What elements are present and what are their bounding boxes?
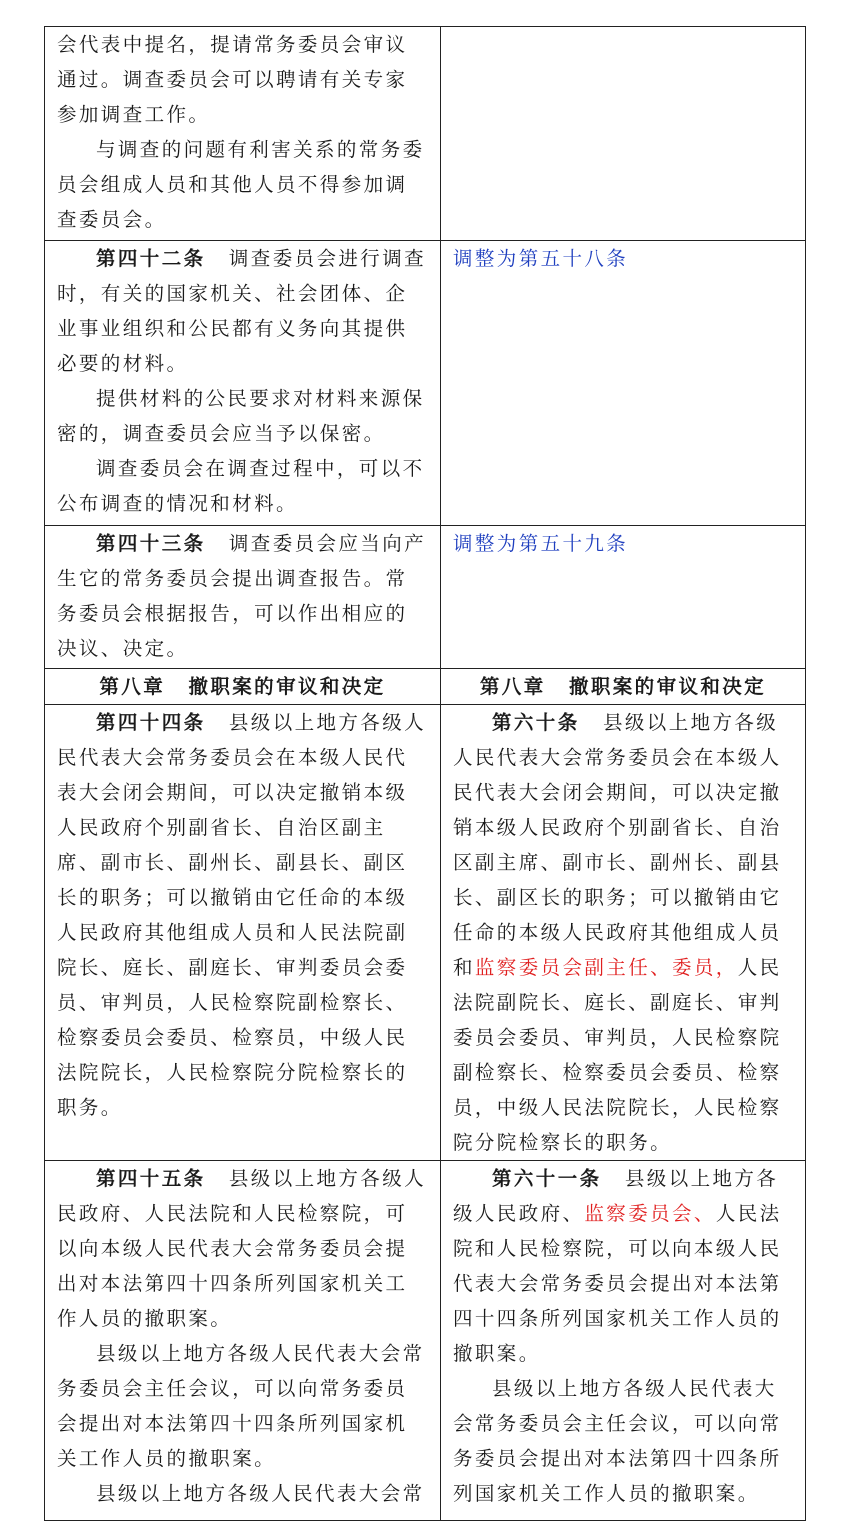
chapter-title: 撤职案的审议和决定: [568, 675, 767, 698]
revised-text-cell: [441, 27, 806, 241]
revised-text-cell: [441, 241, 806, 526]
article-paragraph: [453, 705, 793, 1160]
original-chapter-cell: [45, 669, 441, 705]
article-number: 第四十四条: [96, 711, 206, 734]
article-number: 第四十二条: [96, 247, 206, 270]
paragraph: 县级以上地方各级人民代表大会常务委员会主任会议，可以向常务委员会提出对本法第四十四条所列国家机关工作人员的撤职案。: [57, 1342, 425, 1470]
original-text-cell: [45, 705, 441, 1161]
chapter-heading-row: [45, 669, 806, 705]
article-text: 县级以上地方各级人民政府、人民法院和人民检察院，可以向本级人民代表大会常务委员会提出对本法第四十四条所列国家机关工作人员的撤职案。: [57, 1167, 427, 1330]
chapter-number: 第八章: [479, 675, 546, 698]
table-row: [45, 526, 806, 669]
comparison-table-page: [44, 26, 805, 1521]
adjustment-note: 调整为第五十八条: [453, 247, 629, 270]
article-number: 第六十一条: [492, 1167, 602, 1190]
table-row: [45, 241, 806, 526]
chapter-heading: [57, 669, 428, 704]
table-row: [45, 27, 806, 241]
table-row: [45, 705, 806, 1161]
article-text: 县级以上地方各级人民代表大会常务委员会在本级人民代表大会闭会期间，可以决定撤销本级人民政府个别副省长、自治区副主席、副市长、副州长、副县长、副区长的职务；可以撤销由它任命的本级人民政府其他组成人员和: [453, 711, 782, 979]
article-text: 县级以上地方各级人民政府、: [453, 1167, 779, 1225]
revised-text-cell: [441, 705, 806, 1161]
article-paragraph: [57, 241, 428, 381]
revised-chapter-cell: [441, 669, 806, 705]
revised-text-cell: [441, 1161, 806, 1521]
paragraph: 会代表中提名，提请常务委员会审议通过。调查委员会可以聘请有关专家参加调查工作。: [57, 33, 408, 126]
article-text: 调查委员会应当向产生它的常务委员会提出调查报告。常务委员会根据报告，可以作出相应的决议、决定。: [57, 532, 427, 660]
article-text: 人民法院和人民检察院，可以向本级人民代表大会常务委员会提出对本法第四十四条所列国家机关工作人员的撤职案。: [453, 1202, 782, 1365]
chapter-number: 第八章: [99, 675, 166, 698]
article-paragraph: [57, 1161, 428, 1336]
added-text-highlight: 监察委员会、: [584, 1202, 716, 1225]
article-text: 县级以上地方各级人民代表大会常务委员会在本级人民代表大会闭会期间，可以决定撤销本级人民政府个别副省长、自治区副主席、副市长、副州长、副县长、副区长的职务；可以撤销由它任命的本级人民政府其他组成人员和人民法院副院长、庭长、副庭长、审判委员会委员、审判员，人民检察院副检察长、检察委员会委员、检察员，中级人民法院院长，人民检察院分院检察长的职务。: [57, 711, 427, 1119]
chapter-heading: [453, 669, 793, 704]
paragraph: 县级以上地方各级人民代表大会常务委员会主任会议，可以向常务委员会提出对本法第四十四条所列国家机关工作人员的撤职案。: [453, 1377, 782, 1505]
table-row: [45, 1161, 806, 1521]
paragraph: 县级以上地方各级人民代表大会常: [96, 1482, 425, 1505]
article-number: 第四十五条: [96, 1167, 206, 1190]
article-paragraph: [57, 705, 428, 1125]
article-number: 第四十三条: [96, 532, 206, 555]
revised-text-cell: [441, 526, 806, 669]
paragraph: 与调查的问题有利害关系的常务委员会组成人员和其他人员不得参加调查委员会。: [57, 138, 425, 231]
original-text-cell: [45, 27, 441, 241]
paragraph: 提供材料的公民要求对材料来源保密的，调查委员会应当予以保密。: [57, 387, 425, 445]
original-text-cell: [45, 526, 441, 669]
original-text-cell: [45, 241, 441, 526]
original-text-cell: [45, 1161, 441, 1521]
adjustment-note: 调整为第五十九条: [453, 532, 629, 555]
paragraph: 调查委员会在调查过程中，可以不公布调查的情况和材料。: [57, 457, 425, 515]
article-paragraph: [57, 526, 428, 666]
article-number: 第六十条: [492, 711, 580, 734]
article-text: 人民法院副院长、庭长、副庭长、审判委员会委员、审判员，人民检察院副检察长、检察委员会委员、检察员，中级人民法院院长，人民检察院分院检察长的职务。: [453, 956, 782, 1154]
article-text: 调查委员会进行调查时，有关的国家机关、社会团体、企业事业组织和公民都有义务向其提供必要的材料。: [57, 247, 427, 375]
added-text-highlight: 监察委员会副主任、委员，: [474, 956, 738, 979]
chapter-title: 撤职案的审议和决定: [188, 675, 386, 698]
article-paragraph: [453, 1161, 793, 1371]
law-comparison-table: [44, 26, 806, 1521]
